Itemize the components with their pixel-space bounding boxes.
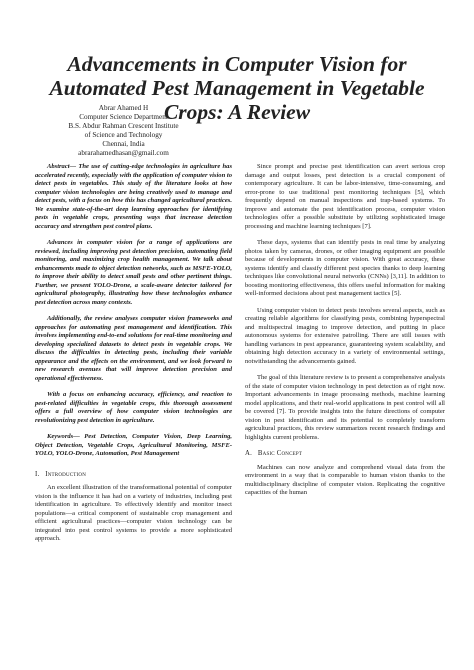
- body-paragraph-2: These days, systems that can identify pests in real time by analyzing photos taken by cameras, drones, or other imaging equipment are possible because of developments in computer vision. With great accuracy, these systems identify and classify different pest species thanks to deep learning techniques like convolutional neural networks (CNNs) [3,11]. In addition to boosting monitoring effectiveness, this offers useful information for making well-informed decisions about pest management tactics [5].: [245, 239, 445, 297]
- author-institution-line1: B.S. Abdur Rahman Crescent Institute: [68, 122, 179, 130]
- subsection-number: A.: [245, 450, 253, 457]
- left-column: [35, 163, 232, 552]
- intro-paragraph-1: An excellent illustration of the transformational potential of computer vision is the influence it has had on a variety of industries, including pest identification in agriculture. To effectively identify and monitor insect populations—a critical component of sustainable crop management and efficient agricultural practices—computer vision technology can be integrated into pest control systems to provide a more sophisticated approach.: [35, 484, 232, 542]
- abstract-paragraph-4: With a focus on enhancing accuracy, efficiency, and reaction to pest-related difficulties in vegetable crops, this thorough assessment offers a full overview of how computer vision technologies are revolutionizing pest detection in agriculture.: [35, 391, 232, 424]
- section-number: I.: [35, 470, 40, 478]
- section-title: Introduction: [45, 470, 87, 478]
- abstract-paragraph-3: Additionally, the review analyses computer vision frameworks and approaches for automating pest management and identification. This involves implementing end-to-end solutions for real-time monitoring and developing specialized datasets to detect pests in vegetable crops. We discuss the difficulties in detecting pests, including their variable appearance and the effects on the environment, and we look forward to new research avenues that will improve detection precision and operational effectiveness.: [35, 315, 232, 382]
- keywords: Keywords— Pest Detection, Computer Vision, Deep Learning, Object Detection, Vegetable Crops, Agricultural Monitoring, MSFE-YOLO, YOLO-Drone, Automation, Pest Management: [35, 433, 232, 457]
- author-dept: Computer Science Department: [79, 113, 168, 121]
- body-paragraph-5: Machines can now analyze and comprehend visual data from the environment in a way that is comparable to human vision thanks to the multidisciplinary discipline of computer vision. Replicating the cognitive capacities of the human: [245, 463, 445, 496]
- author-email: abrarahamedhasan@gmail.com: [78, 149, 169, 157]
- author-name: Abrar Ahamed H: [98, 104, 149, 112]
- paper-title: Advancements in Computer Vision for Automated Pest Management in Vegetable Crops: A Review: [49, 52, 425, 124]
- subsection-heading-basic-concept: [245, 450, 445, 459]
- author-city: Chennai, India: [102, 140, 145, 148]
- author-block: [26, 104, 221, 158]
- subsection-title: Basic Concept: [257, 450, 303, 457]
- abstract-paragraph-2: Advances in computer vision for a range of applications are reviewed, including improving pest detection precision, automating field monitoring, and maximizing crop health management. We talk about enhancements made to object detection networks, such as MSFE-YOLO, to improve their ability to detect small pests and other pertinent things. Further, we present YOLO-Drone, a scale-aware detector tailored for agricultural photography, illustrating how these technologies enhance pest detection across many contexts.: [35, 239, 232, 306]
- body-paragraph-3: Using computer vision to detect pests involves several aspects, such as creating reliable algorithms for classifying pests, combining hyperspectral and multispectral imaging to improve detection, and putting in place autonomous systems for extensive patrolling. There are still issues with handling variances in pest appearance, guaranteeing system scalability, and obtaining high detection accuracy in a variety of environmental settings, notwithstanding the advancements gained.: [245, 306, 445, 365]
- section-heading-introduction: [35, 471, 232, 480]
- abstract-paragraph-1: Abstract— The use of cutting-edge technologies in agriculture has accelerated recently, especially with the application of computer vision to detect pests in vegetables. This study of the literature looks at how computer vision technologies are being creatively used to manage and detect pests, with a focus on how this has changed agricultural practices. We examine state-of-the-art deep learning approaches for identifying pests in vegetable crops, presenting ways that increase detection accuracy and strengthen pest control plans.: [35, 163, 232, 230]
- author-institution-line2: of Science and Technology: [84, 131, 163, 139]
- right-column: [245, 163, 445, 506]
- body-paragraph-4: The goal of this literature review is to present a comprehensive analysis of the state of computer vision technology in pest detection as of right now. Important advancements in image processing methods, machine learning model applications, and their real-world applications in pest control will all be covered [7]. To provide insights into the future directions of computer vision in pest identification and its potential to completely transform agricultural practices, this review summarizes recent research findings and highlights current problems.: [245, 374, 445, 441]
- body-paragraph-1: Since prompt and precise pest identification can avert serious crop damage and output losses, pest detection is a crucial component of contemporary agriculture. It can be labor-intensive, time-consuming, and error-prone to use traditional pest monitoring techniques [5], which frequently depend on manual inspections and trap-based systems. To improve and automate the pest identification process, computer vision technologies offer a possible substitute by utilizing sophisticated image processing and machine learning techniques [7].: [245, 163, 445, 230]
